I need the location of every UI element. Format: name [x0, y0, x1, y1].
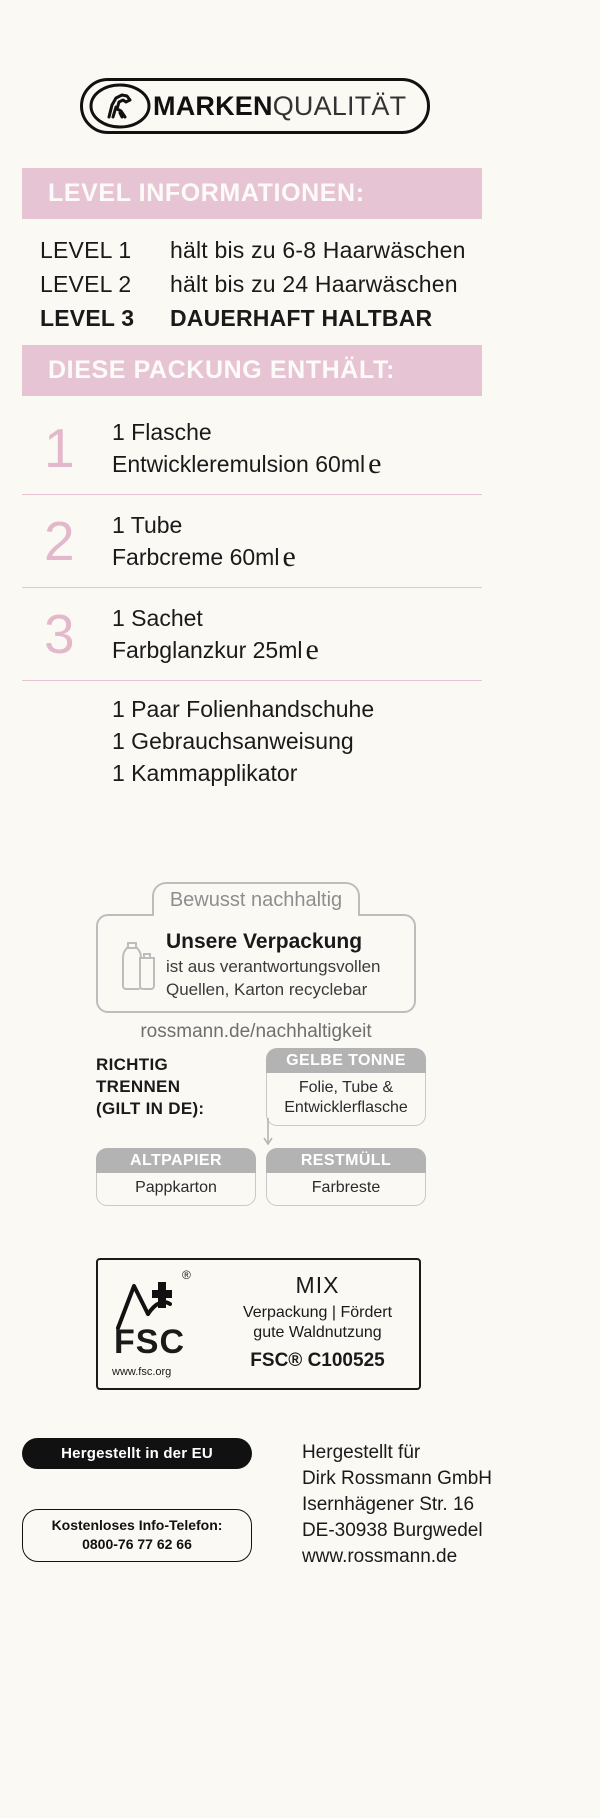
info-phone-badge	[22, 1509, 252, 1562]
waste-bin-body	[266, 1073, 426, 1126]
waste-separation-top-row	[96, 1048, 426, 1126]
waste-separation-label-line2: TRENNEN	[96, 1077, 181, 1096]
fsc-description	[216, 1303, 419, 1343]
fsc-certification-box	[96, 1258, 421, 1390]
horse-logo-icon	[87, 81, 153, 131]
waste-separation-label-line1: RICHTIG	[96, 1055, 168, 1074]
fsc-description-line2: gute Waldnutzung	[253, 1324, 382, 1341]
level-row	[40, 301, 482, 335]
content-item-line2	[112, 448, 381, 480]
info-phone-label: Kostenloses Info-Telefon:	[51, 1517, 223, 1533]
fsc-mark-text: FSC	[114, 1323, 185, 1361]
waste-bin-heading: GELBE TONNE	[266, 1048, 426, 1073]
level-row-text: hält bis zu 6-8 Haarwäschen	[170, 237, 466, 263]
address-website: www.rossmann.de	[301, 1546, 458, 1567]
content-item-line1: 1 Sachet	[112, 605, 203, 631]
waste-bin-body	[96, 1173, 256, 1206]
address-line: Dirk Rossmann GmbH	[301, 1468, 492, 1489]
waste-bin-heading: ALTPAPIER	[96, 1148, 256, 1173]
waste-separation-label	[96, 1048, 204, 1120]
content-item-text	[112, 416, 381, 480]
level-row	[40, 233, 482, 267]
content-extras-text	[112, 687, 374, 789]
level-section-heading: LEVEL INFORMATIONEN:	[22, 168, 482, 219]
made-in-eu-badge: Hergestellt in der EU	[22, 1438, 252, 1469]
content-item-line2-text: Farbglanzkur 25ml	[112, 637, 303, 663]
address-line: DE-30938 Burgwedel	[301, 1520, 483, 1541]
level-row-label: LEVEL 2	[40, 271, 132, 297]
content-item-text	[112, 509, 296, 573]
fsc-details	[216, 1260, 419, 1388]
sustainability-body	[96, 914, 416, 1013]
level-rows	[22, 219, 482, 345]
fsc-logo	[98, 1260, 216, 1388]
content-extras	[22, 681, 482, 795]
sustainability-url: rossmann.de/nachhaltigkeit	[140, 1021, 372, 1042]
info-phone-number: 0800-76 77 62 66	[82, 1536, 192, 1552]
level-information-section	[22, 168, 482, 345]
marken-qualitaet-label	[153, 91, 406, 122]
address-line: Isernhägener Str. 16	[301, 1494, 475, 1515]
waste-bin-body-line1: Farbreste	[311, 1179, 381, 1196]
content-item-text	[112, 602, 319, 666]
content-item-line1: 1 Tube	[112, 512, 183, 538]
package-contents-section	[22, 345, 482, 795]
waste-separation-section	[96, 1048, 426, 1206]
marken-bold-text: MARKEN	[153, 90, 273, 121]
waste-bin-gelbe-tonne	[266, 1048, 426, 1126]
sustainability-body-line1: ist aus verantwortungsvollen	[166, 957, 381, 976]
contents-list	[22, 402, 482, 795]
content-item	[22, 495, 482, 588]
marken-qualitaet-badge	[80, 78, 430, 134]
footer-left-column	[22, 1438, 252, 1570]
address-line: Hergestellt für	[301, 1442, 421, 1463]
contents-section-heading: DIESE PACKUNG ENTHÄLT:	[22, 345, 482, 396]
content-item-line2	[112, 541, 296, 573]
content-item-line2-text: Farbcreme 60ml	[112, 544, 280, 570]
waste-bin-body	[266, 1173, 426, 1206]
level-row-text: DAUERHAFT HALTBAR	[170, 305, 433, 331]
content-item	[22, 402, 482, 495]
content-item	[22, 588, 482, 681]
marken-light-text: QUALITÄT	[272, 90, 407, 121]
fsc-description-line1: Verpackung | Fördert	[242, 1304, 393, 1321]
content-extra-item: 1 Kammapplikator	[112, 760, 298, 786]
waste-bin-heading: RESTMÜLL	[266, 1148, 426, 1173]
waste-bin-restmuell	[266, 1148, 426, 1206]
content-extra-item: 1 Paar Folienhandschuhe	[112, 696, 375, 722]
waste-separation-bottom-row	[96, 1148, 426, 1206]
bottle-tube-icon	[110, 930, 166, 992]
content-item-number: 1	[44, 416, 75, 479]
waste-bin-body-line1: Pappkarton	[135, 1179, 217, 1196]
waste-bin-body-line2: Entwicklerflasche	[284, 1099, 408, 1116]
footer-section	[22, 1438, 492, 1570]
waste-bin-altpapier	[96, 1148, 256, 1206]
sustainability-section	[96, 880, 416, 1043]
fsc-mix-label: MIX	[295, 1272, 340, 1298]
waste-bin-body-line1: Folie, Tube &	[298, 1079, 394, 1096]
estimated-mark-icon: e	[305, 633, 319, 666]
level-row-text: hält bis zu 24 Haarwäschen	[170, 271, 458, 297]
content-item-number: 2	[44, 509, 75, 572]
sustainability-title-wrap	[96, 880, 416, 914]
content-item-line2-text: Entwickleremulsion 60ml	[112, 451, 366, 477]
content-extra-item: 1 Gebrauchsanweisung	[112, 728, 354, 754]
level-row	[40, 267, 482, 301]
content-item-number: 3	[44, 602, 75, 665]
estimated-mark-icon: e	[368, 447, 382, 480]
sustainability-text	[166, 930, 381, 1001]
content-item-line1: 1 Flasche	[112, 419, 212, 445]
waste-separation-label-line3: (GILT IN DE):	[96, 1099, 205, 1118]
fsc-code: FSC® C100525	[250, 1350, 385, 1371]
level-row-label: LEVEL 3	[40, 305, 135, 331]
sustainability-body-line2: Quellen, Karton recyclebar	[166, 980, 368, 999]
fsc-url: www.fsc.org	[112, 1366, 172, 1378]
manufacturer-address	[302, 1438, 492, 1570]
fsc-registered-icon: ®	[182, 1268, 191, 1282]
level-row-label: LEVEL 1	[40, 237, 132, 263]
sustainability-headline: Unsere Verpackung	[166, 930, 363, 953]
sustainability-title: Bewusst nachhaltig	[152, 882, 360, 916]
estimated-mark-icon: e	[282, 540, 296, 573]
content-item-line2	[112, 634, 319, 666]
